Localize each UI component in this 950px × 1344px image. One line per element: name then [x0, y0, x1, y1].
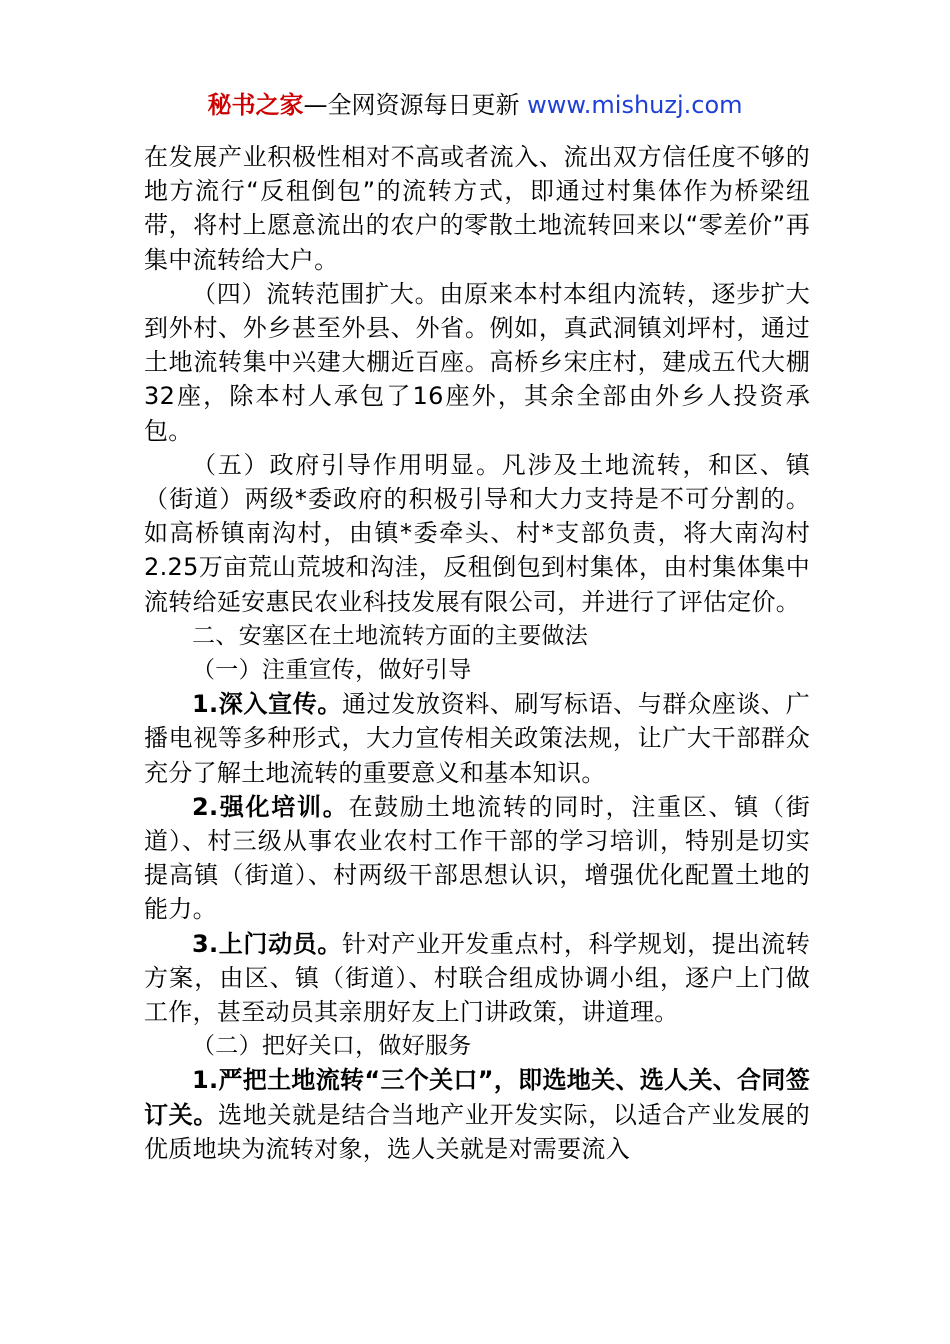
- item-heading: 2.强化培训。: [192, 792, 349, 821]
- subsection-heading: （二）把好关口，做好服务: [192, 1033, 472, 1060]
- paragraph: （五）政府引导作用明显。凡涉及土地流转，和区、镇（街道）两级*委政府的积极引导和大力支持是不可分割的。如高桥镇南沟村，由镇*委牵头、村*支部负责，将大南沟村2.25万亩荒山荒坡和沟洼，反租倒包到村集体，由村集体集中流转给延安惠民农业科技发展有限公司，并进行了评估定价。: [144, 450, 810, 616]
- item-text: 选地关就是结合当地产业开发实际，以适合产业发展的优质地块为流转对象，选人关就是对需要流入: [144, 1100, 810, 1163]
- paragraph: [144, 687, 810, 790]
- item-text: 在鼓励土地流转的同时，注重区、镇（街道）、村三级从事农业农村工作干部的学习培训，特别是切实提高镇（街道）、村两级干部思想认识，增强优化配置土地的能力。: [144, 792, 811, 924]
- item-text: 通过发放资料、刷写标语、与群众座谈、广播电视等多种形式，大力宣传相关政策法规，让广大干部群众充分了解土地流转的重要意义和基本知识。: [144, 690, 810, 787]
- item-text: 针对产业开发重点村，科学规划，提出流转方案，由区、镇（街道）、村联合组成协调小组，逐户上门做工作，甚至动员其亲朋好友上门讲政策，讲道理。: [144, 929, 810, 1027]
- paragraph: [144, 927, 810, 1030]
- item-heading: 3.上门动员。: [192, 929, 343, 958]
- section-heading: 二、安塞区在土地流转方面的主要做法: [192, 622, 589, 649]
- item-heading: 1.深入宣传。: [192, 690, 343, 719]
- site-brand: 秘书之家: [207, 91, 304, 119]
- site-tagline: —全网资源每日更新: [303, 91, 528, 119]
- document-body: [144, 140, 810, 1166]
- paragraph: [144, 1063, 810, 1166]
- site-header: [0, 88, 950, 122]
- paragraph: （四）流转范围扩大。由原来本村本组内流转，逐步扩大到外村、外乡甚至外县、外省。例如，真武洞镇刘坪村，通过土地流转集中兴建大棚近百座。高桥乡宋庄村，建成五代大棚32座，除本村人承包了16座外，其余全部由外乡人投资承包。: [144, 279, 810, 445]
- item-heading: 1.严把土地流转“三个关口”，即选地关、选人关、合同签订关。: [144, 1066, 810, 1129]
- paragraph: [144, 790, 810, 927]
- paragraph: 在发展产业积极性相对不高或者流入、流出双方信任度不够的地方流行“反租倒包”的流转方式，即通过村集体作为桥梁纽带，将村上愿意流出的农户的零散土地流转回来以“零差价”再集中流转给大户。: [144, 143, 810, 274]
- site-url-link[interactable]: www.mishuzj.com: [527, 91, 743, 119]
- subsection-heading: （一）注重宣传，做好引导: [192, 657, 472, 684]
